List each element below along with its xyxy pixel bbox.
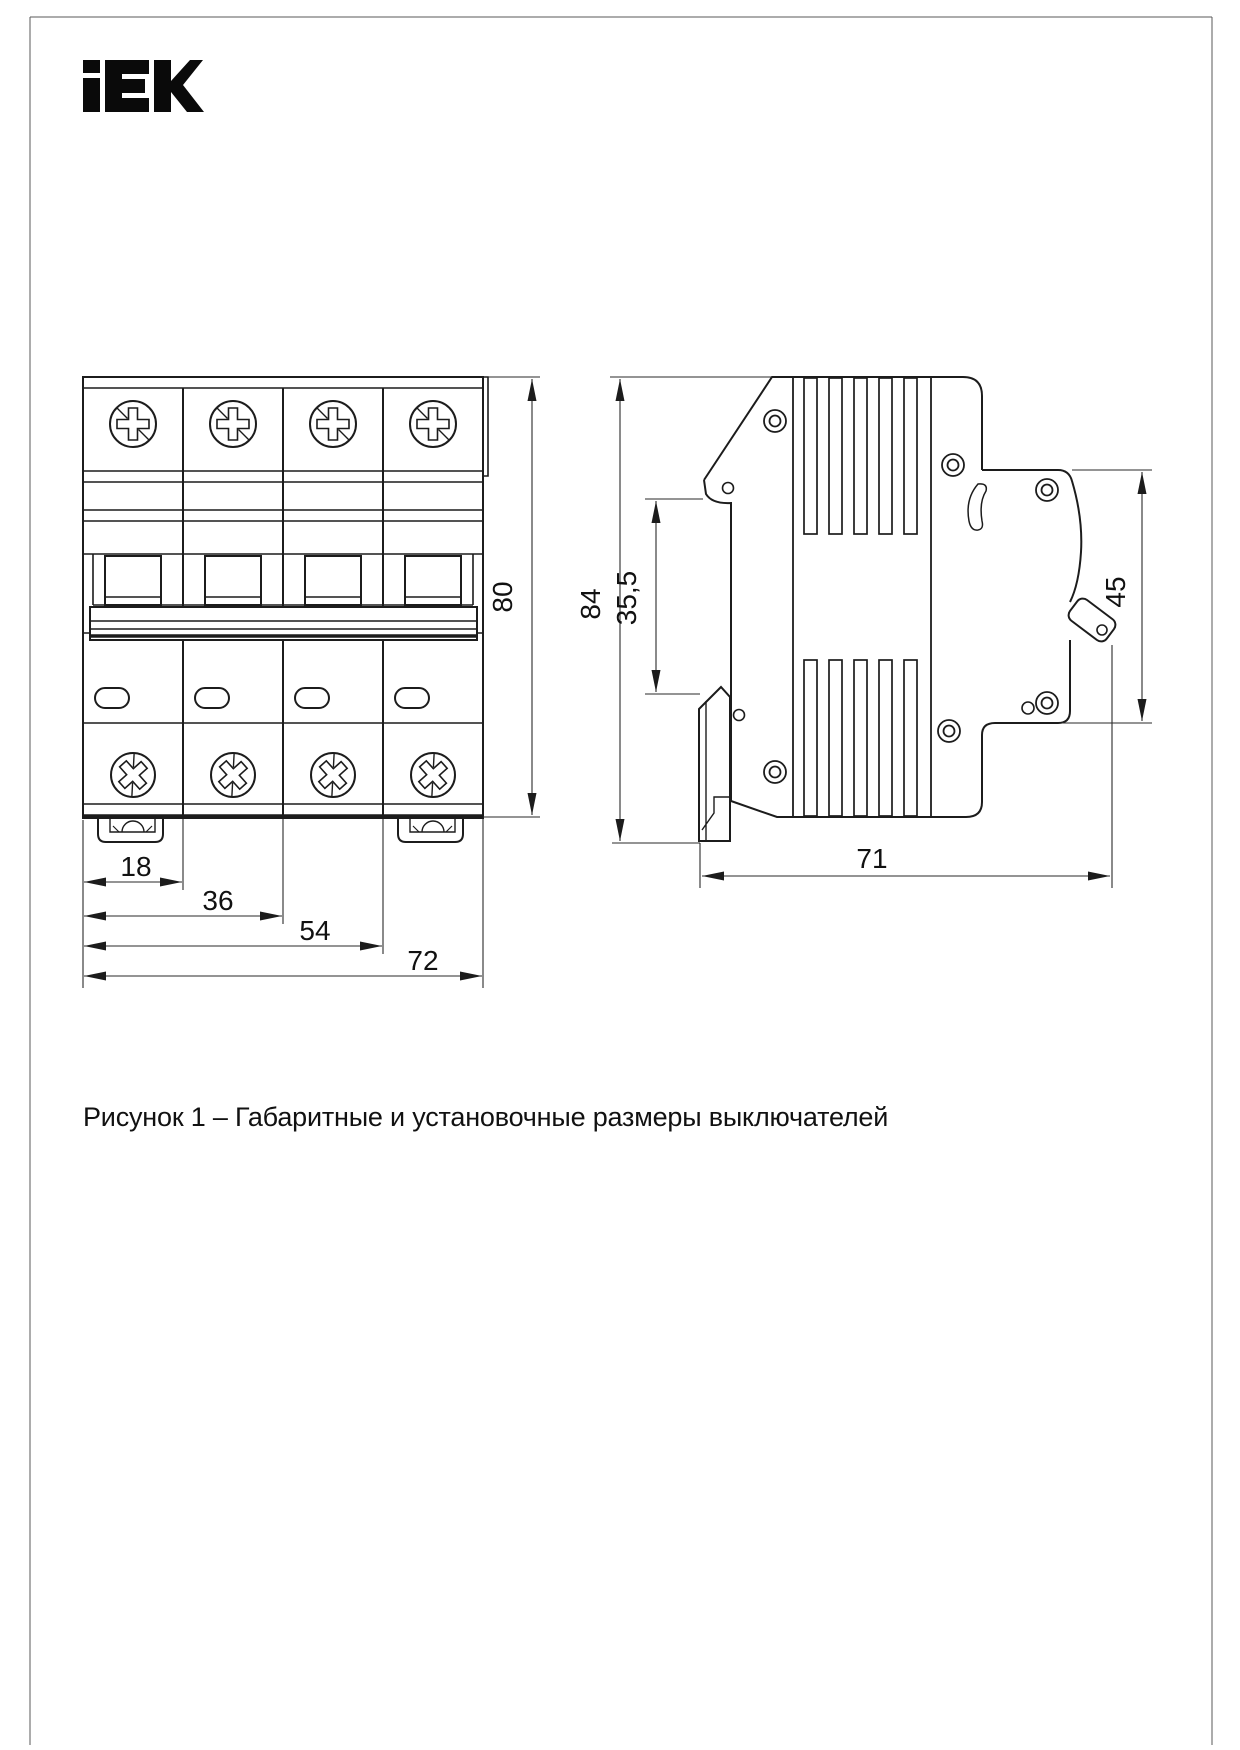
figure-caption: Рисунок 1 – Габаритные и установочные размеры выключателей — [83, 1102, 889, 1132]
pin-hole — [1022, 702, 1034, 714]
dim-label-71: 71 — [856, 843, 888, 874]
dim-label-45: 45 — [1100, 576, 1131, 608]
page-frame — [30, 17, 1212, 1745]
pin-hole — [734, 710, 745, 721]
side-view — [575, 377, 1152, 888]
dim-label-80: 80 — [487, 581, 518, 613]
front-view — [83, 377, 540, 988]
ventilation-slots — [804, 378, 917, 816]
dim-label-54: 54 — [299, 915, 331, 946]
dim-label-84: 84 — [575, 588, 606, 620]
dim-label-35-5: 35,5 — [611, 570, 642, 626]
din-rail-clips — [98, 819, 463, 842]
dim-label-72: 72 — [407, 945, 439, 976]
dim-label-36: 36 — [202, 885, 234, 916]
din-latch — [699, 687, 730, 841]
curved-slot — [968, 484, 986, 530]
dim-label-18: 18 — [120, 851, 152, 882]
pin-hole — [723, 483, 734, 494]
toggle-tie-bar — [83, 607, 483, 640]
iek-logo — [83, 60, 204, 112]
